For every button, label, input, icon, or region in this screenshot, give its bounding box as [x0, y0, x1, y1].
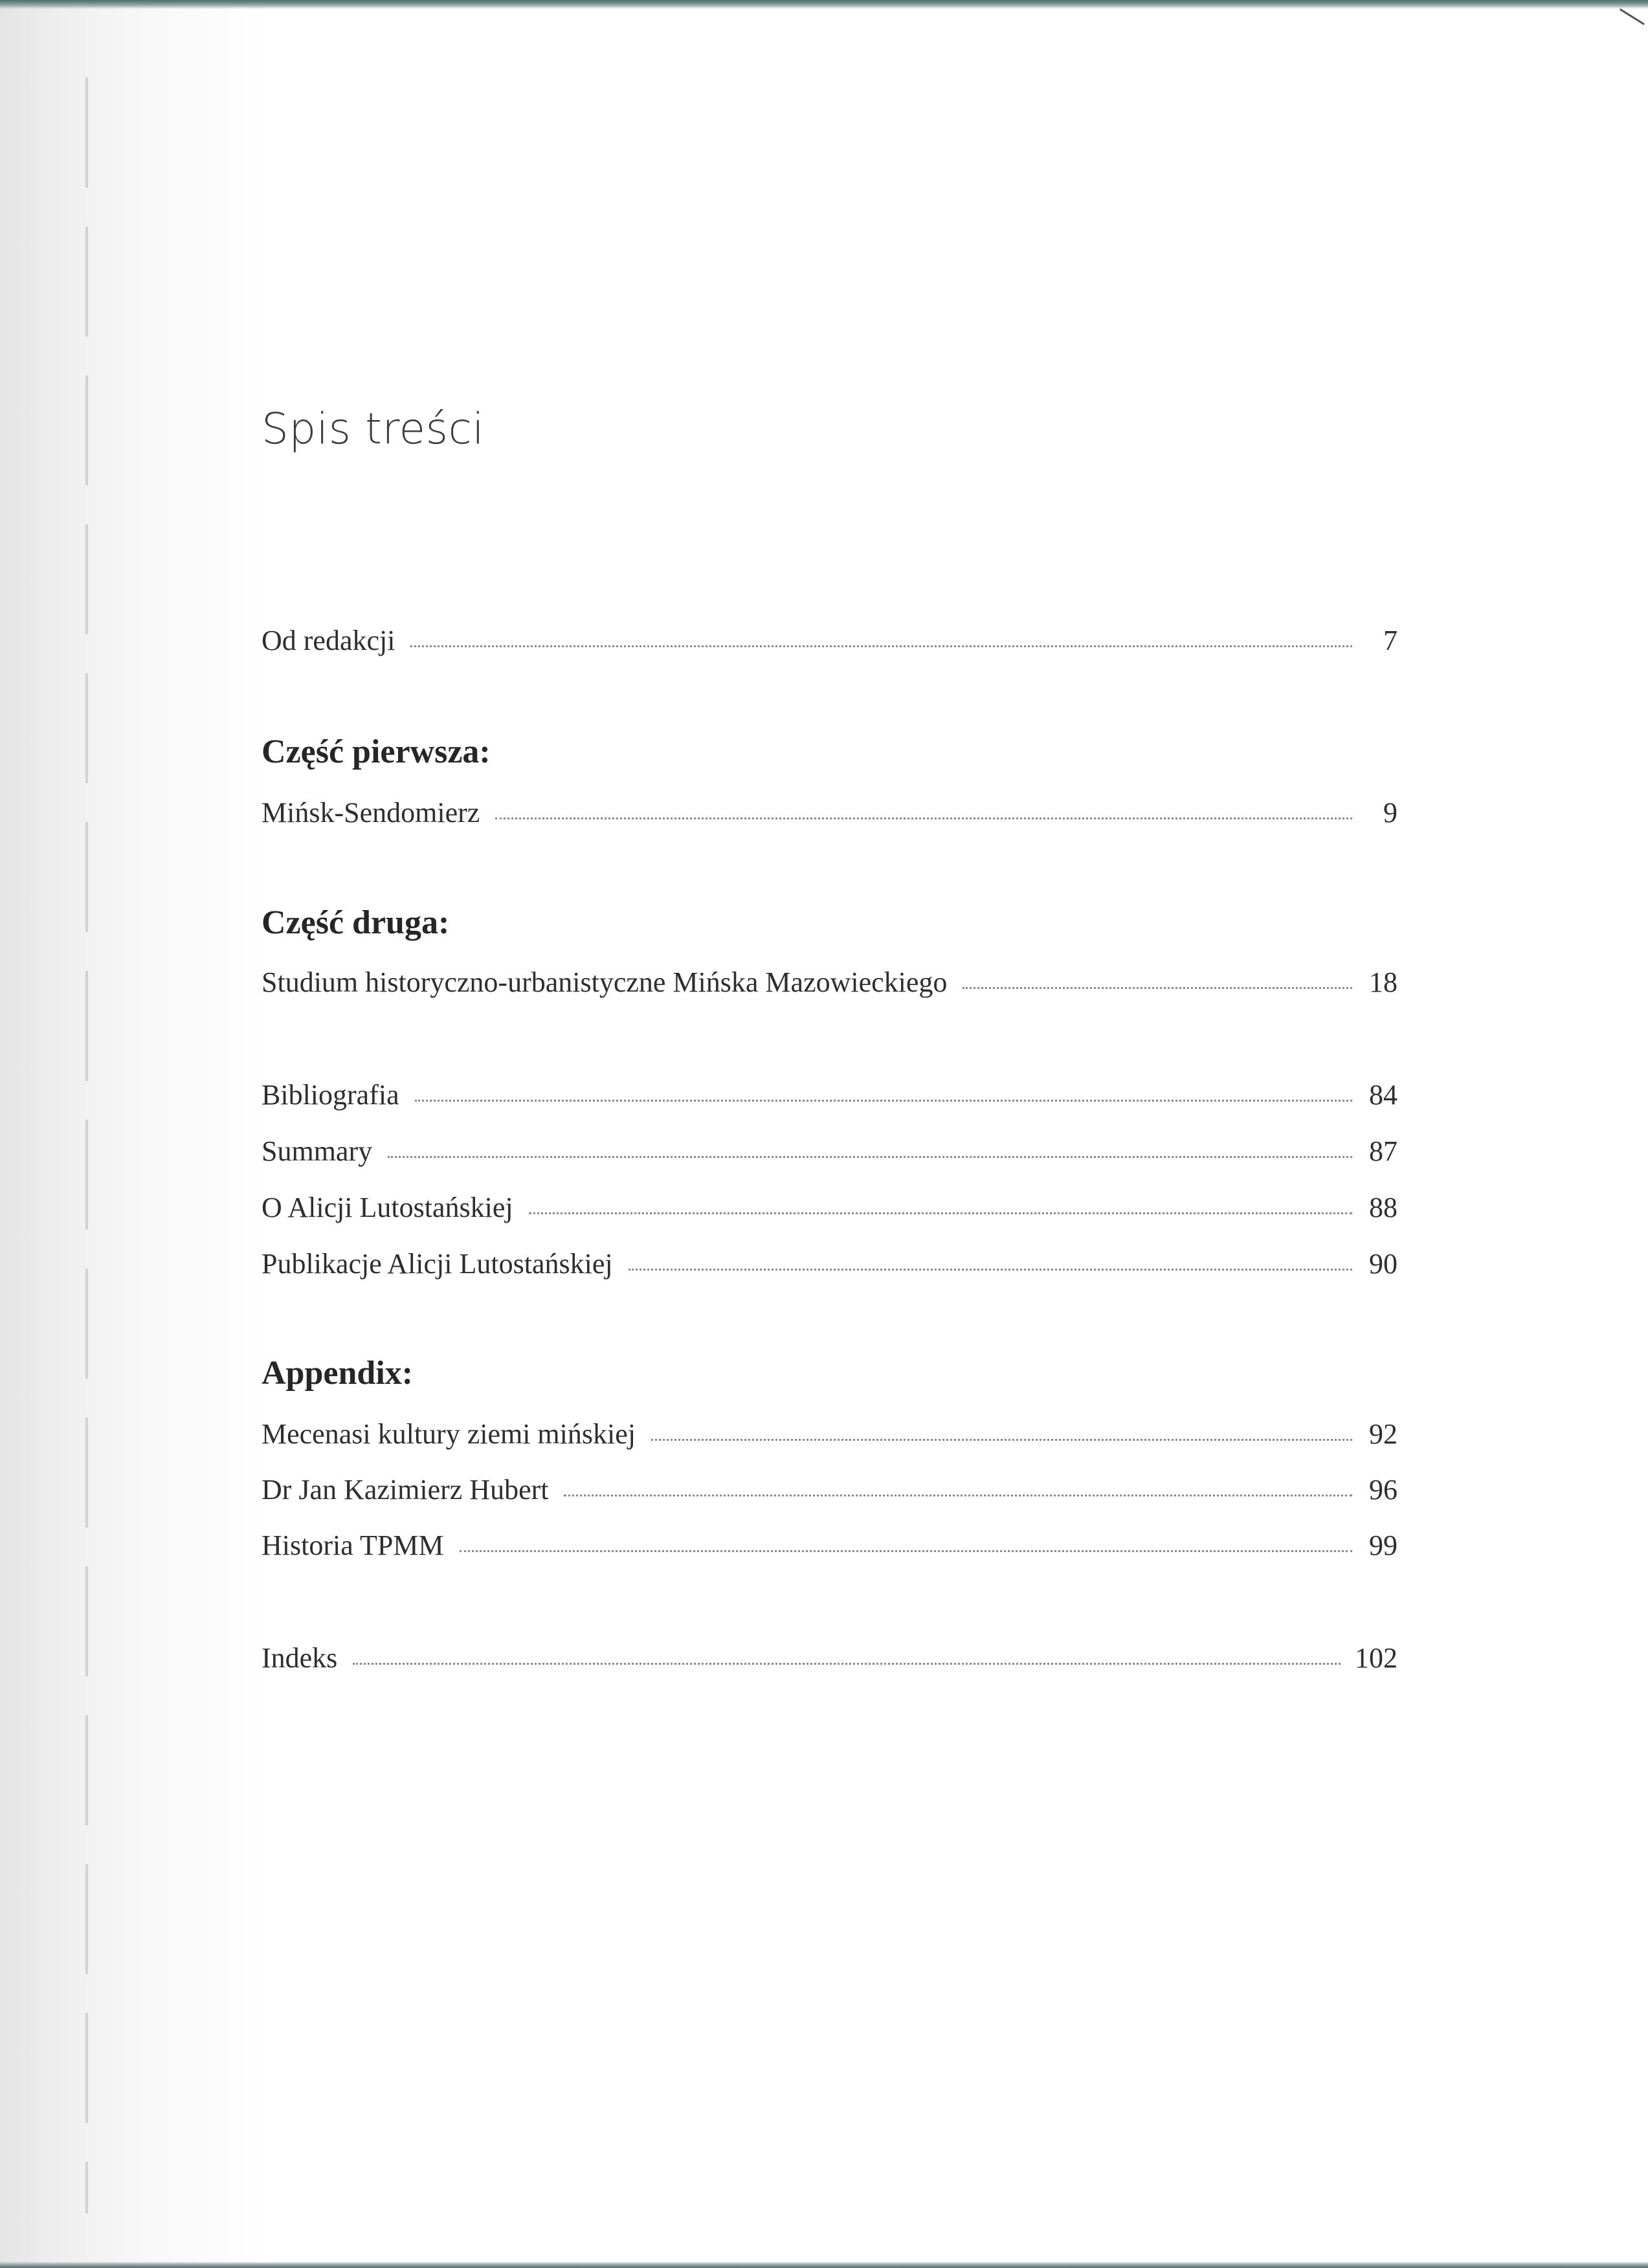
toc-entry-label: Mińsk-Sendomierz: [262, 797, 480, 828]
toc-entry-historia-tpmm: [262, 1531, 1397, 1560]
section-heading-part-one: Część pierwsza:: [262, 733, 491, 770]
table-of-contents: [262, 0, 1401, 2268]
toc-entry-publikacje: [262, 1250, 1397, 1278]
scan-spine-shadow: [0, 0, 272, 2268]
toc-entry-label: Historia TPMM: [262, 1529, 444, 1561]
toc-entry-minsk-sendomierz: [262, 799, 1397, 827]
toc-entry-page: 90: [1369, 1248, 1397, 1280]
toc-entry-hubert: [262, 1476, 1397, 1504]
toc-entry-label: Mecenasi kultury ziemi mińskiej: [262, 1418, 636, 1450]
toc-entry-page: 96: [1369, 1474, 1397, 1506]
corner-fold-mark: [1620, 8, 1645, 25]
toc-entry-label: Od redakcji: [262, 625, 395, 656]
toc-entry-summary: [262, 1137, 1397, 1166]
toc-entry-page: 7: [1383, 625, 1397, 656]
dot-leader: [963, 987, 1352, 989]
toc-entry-label: Summary: [262, 1135, 373, 1167]
toc-entry-page: 88: [1369, 1192, 1397, 1223]
toc-entry-page: 92: [1369, 1418, 1397, 1450]
dot-leader: [460, 1550, 1352, 1552]
dot-leader: [388, 1156, 1352, 1158]
section-heading-appendix: Appendix:: [262, 1355, 414, 1392]
section-heading-part-two: Część druga:: [262, 904, 450, 941]
toc-entry-page: 87: [1369, 1135, 1397, 1167]
dot-leader: [410, 645, 1352, 647]
binding-stitch-line: [85, 78, 88, 2214]
toc-entry-page: 9: [1383, 797, 1397, 828]
dot-leader: [651, 1439, 1352, 1441]
toc-entry-page: 18: [1369, 966, 1397, 998]
dot-leader: [353, 1663, 1341, 1665]
toc-entry-studium: [262, 968, 1397, 997]
dot-leader: [564, 1495, 1352, 1496]
toc-entry-indeks: [262, 1644, 1397, 1673]
dot-leader: [415, 1100, 1352, 1102]
toc-entry-page: 84: [1369, 1079, 1397, 1111]
toc-entry-o-alicji: [262, 1194, 1397, 1222]
toc-entry-page: 99: [1369, 1529, 1397, 1561]
toc-entry-label: Dr Jan Kazimierz Hubert: [262, 1474, 549, 1506]
dot-leader: [629, 1269, 1352, 1271]
toc-entry-label: Bibliografia: [262, 1079, 399, 1111]
toc-entry-label: Publikacje Alicji Lutostańskiej: [262, 1248, 613, 1280]
toc-entry-mecenasi: [262, 1420, 1397, 1449]
toc-entry-page: 102: [1355, 1642, 1397, 1674]
dot-leader: [495, 817, 1352, 819]
toc-entry-label: Studium historyczno-urbanistyczne Mińska Mazowieckiego: [262, 966, 948, 998]
toc-title: Spis treści: [262, 404, 485, 454]
toc-entry-label: Indeks: [262, 1642, 338, 1674]
toc-entry-od-redakcji: [262, 627, 1397, 655]
toc-entry-bibliografia: [262, 1081, 1397, 1109]
toc-entry-label: O Alicji Lutostańskiej: [262, 1192, 513, 1223]
dot-leader: [529, 1212, 1352, 1214]
